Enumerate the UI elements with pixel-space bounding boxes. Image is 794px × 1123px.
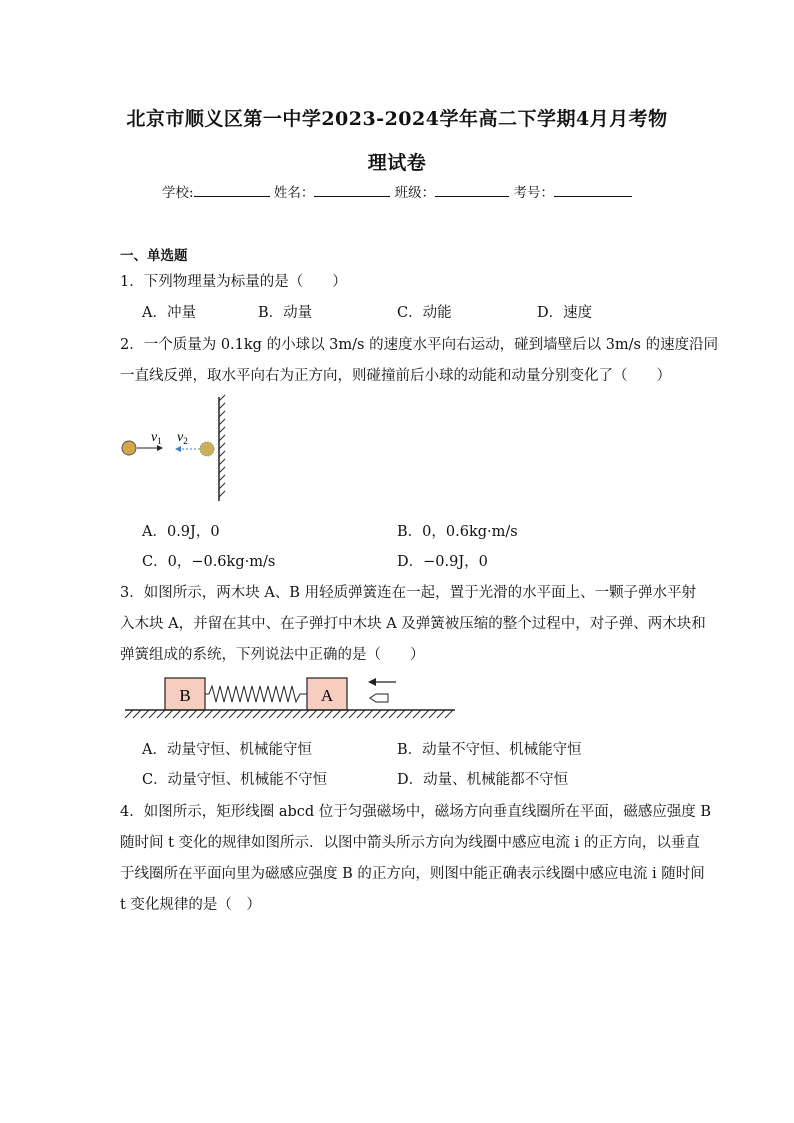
class-label: 班级： bbox=[394, 185, 436, 201]
q4-stem-line1: 4．如图所示，矩形线圈 abcd 位于匀强磁场中，磁场方向垂直线圈所在平面，磁感应强度 B bbox=[120, 804, 712, 820]
q1-stem: 1．下列物理量为标量的是（ ） bbox=[120, 274, 347, 290]
q1-option-c: C．动能 bbox=[397, 305, 452, 321]
q4-stem-line2: 随时间 t 变化的规律如图所示．以图中箭头所示方向为线圈中感应电流 i 的正方向，以垂直 bbox=[120, 835, 700, 851]
school-label: 学校: bbox=[162, 185, 194, 201]
school-blank[interactable] bbox=[194, 195, 270, 197]
q2-stem-line2: 一直线反弹，取水平向右为正方向，则碰撞前后小球的动能和动量分别变化了（ ） bbox=[120, 368, 671, 384]
wall-hatching bbox=[219, 395, 225, 497]
block-b-label: B bbox=[179, 686, 191, 705]
arrow-head-left-icon bbox=[368, 678, 376, 686]
q1-option-a: A．冲量 bbox=[142, 305, 196, 321]
q3-stem-line1: 3．如图所示，两木块 A、B 用轻质弹簧连在一起，置于光滑的水平面上、一颗子弹水平射 bbox=[120, 585, 697, 601]
block-a-label: A bbox=[320, 686, 334, 705]
q1-option-b: B．动量 bbox=[258, 305, 313, 321]
q3-option-d: D．动量、机械能都不守恒 bbox=[397, 772, 569, 788]
q2-option-d: D．−0.9J，0 bbox=[397, 554, 488, 570]
label-v1: $v_1$ bbox=[151, 430, 162, 446]
q3-stem-line2: 入木块 A，并留在其中、在子弹打中木块 A 及弹簧被压缩的整个过程中，对子弹、两木块和 bbox=[120, 616, 706, 632]
ground-hatching bbox=[125, 710, 453, 718]
q2-option-c: C．0，−0.6kg·m/s bbox=[142, 554, 276, 570]
q4-stem-line3: 于线圈所在平面向里为磁感应强度 B 的正方向，则图中能正确表示线圈中感应电流 i 随时间 bbox=[120, 866, 705, 882]
q4-stem-line4: t 变化规律的是（ ） bbox=[120, 897, 261, 913]
q1-option-d: D．速度 bbox=[537, 305, 593, 321]
spring bbox=[205, 686, 307, 702]
q3-stem-line3: 弹簧组成的系统，下列说法中正确的是（ ） bbox=[120, 647, 425, 663]
exam-number-blank[interactable] bbox=[554, 195, 632, 197]
ball-before bbox=[122, 441, 136, 455]
student-info-row bbox=[162, 181, 632, 201]
name-label: 姓名： bbox=[273, 185, 315, 201]
q3-option-b: B．动量不守恒、机械能守恒 bbox=[397, 742, 582, 758]
exam-number-label: 考号： bbox=[513, 185, 554, 201]
bullet bbox=[370, 694, 388, 702]
q2-figure-ball-wall bbox=[115, 395, 240, 505]
q2-option-b: B．0，0.6kg·m/s bbox=[397, 524, 518, 540]
label-v2: $v_2$ bbox=[177, 430, 188, 446]
q2-stem-line1: 2．一个质量为 0.1kg 的小球以 3m/s 的速度水平向右运动，碰到墙壁后以 3m/s 的速度沿同 bbox=[120, 337, 719, 353]
page-title-line2: 理试卷 bbox=[367, 152, 427, 174]
section-title: 一、单选题 bbox=[120, 248, 188, 264]
name-blank[interactable] bbox=[314, 195, 390, 197]
page-title-line1: 北京市顺义区第一中学2023-2024学年高二下学期4月月考物 bbox=[126, 108, 668, 130]
q3-option-a: A．动量守恒、机械能守恒 bbox=[142, 742, 312, 758]
ball-after bbox=[200, 442, 214, 456]
q3-option-c: C．动量守恒、机械能不守恒 bbox=[142, 772, 328, 788]
q3-figure-blocks-spring bbox=[120, 672, 460, 728]
q2-option-a: A．0.9J，0 bbox=[142, 524, 220, 540]
class-blank[interactable] bbox=[435, 195, 509, 197]
arrow-head-left-icon bbox=[175, 446, 181, 452]
